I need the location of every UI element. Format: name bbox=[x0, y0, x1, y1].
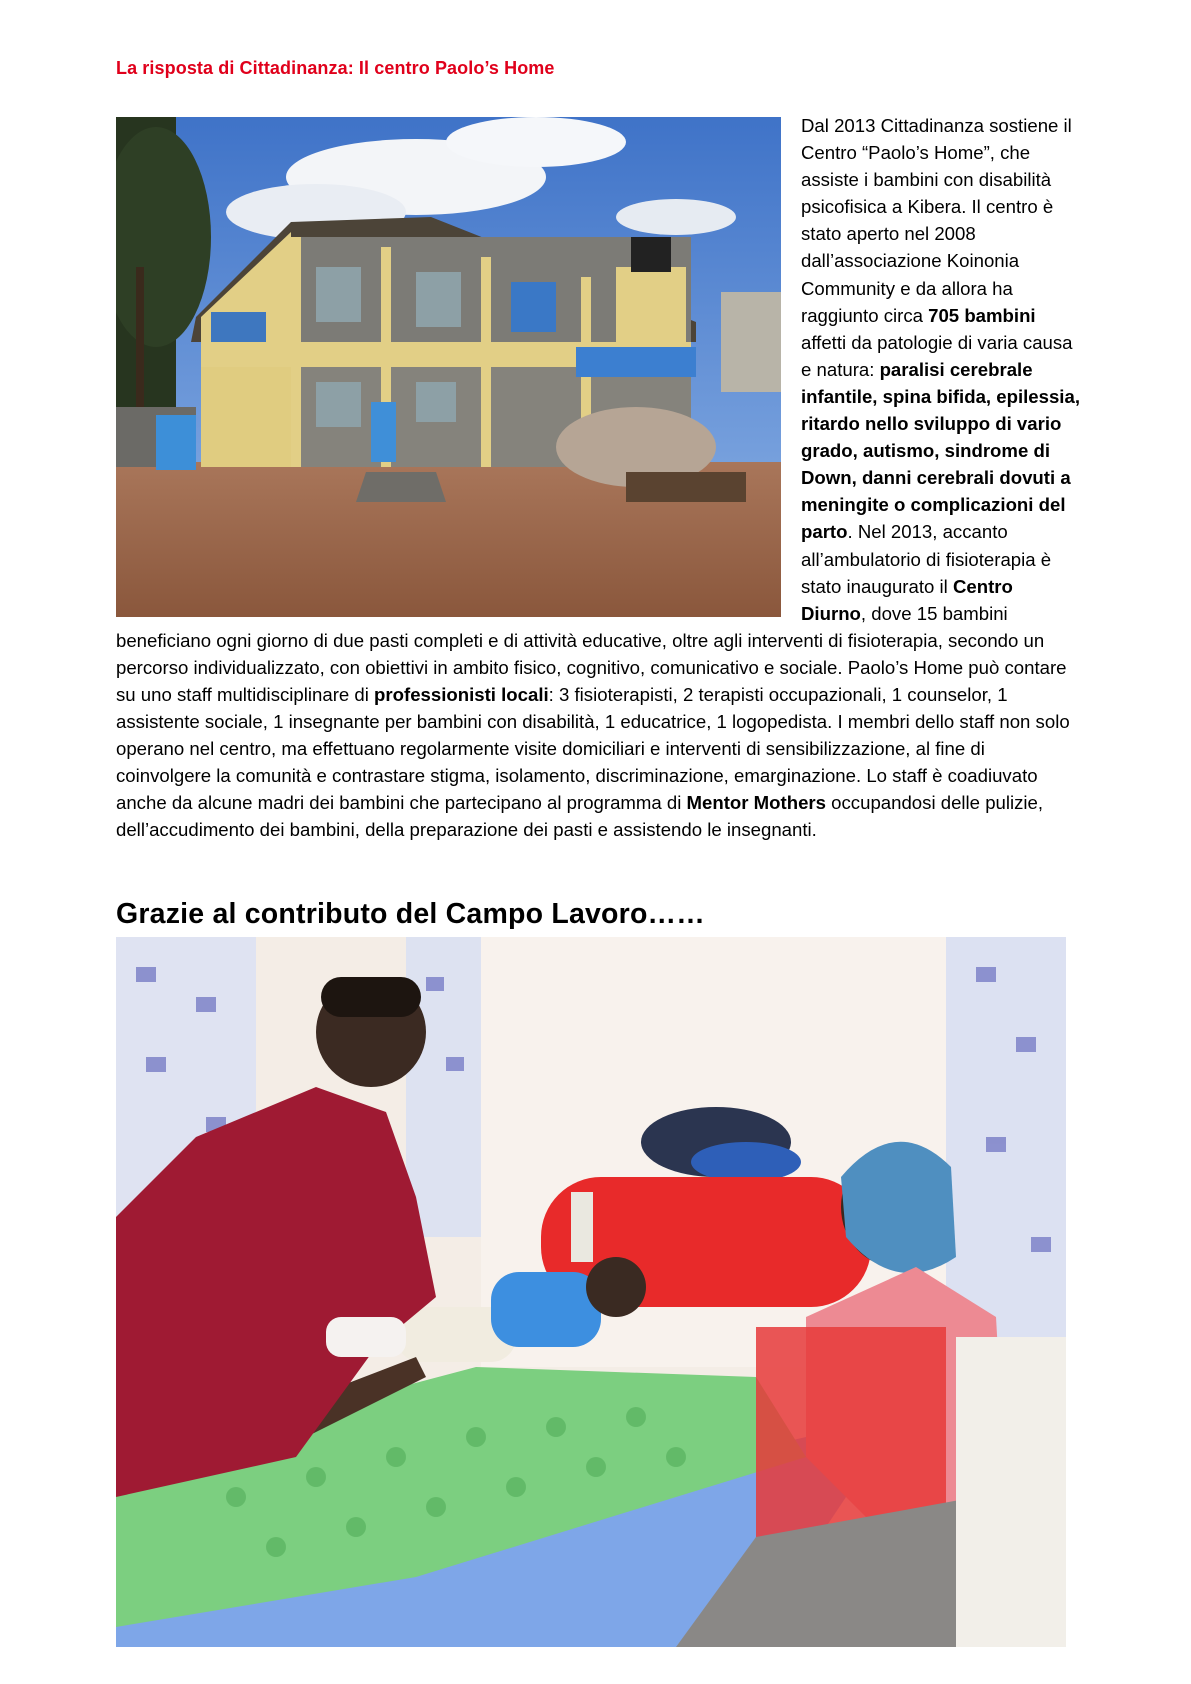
article-bold-segment: Mentor Mothers bbox=[686, 792, 826, 814]
article-text-segment: . Nel 2013, accanto all’ambulatorio di fisioterapia è stato inaugurato il bbox=[801, 521, 1052, 597]
therapy-photo bbox=[116, 937, 1066, 1647]
section-heading: La risposta di Cittadinanza: Il centro Paolo’s Home bbox=[116, 58, 555, 78]
article-text-segment: : 3 fisioterapisti, 2 terapisti occupazionali, 1 counselor, 1 assistente sociale, 1 insegnante per bambini con disabilità, 1 educatrice, 1 logopedista. I membri dello staff non solo operano nel centro, ma effettuano regolarmente visite domiciliari e interventi di sensibilizzazione, al fine di coinvolgere la comunità e contrastare stigma, isolamento, discriminazione, emarginazione. Lo staff è coadiuvato anche da alcune madri dei bambini che partecipano al programma di bbox=[116, 683, 1070, 814]
photo-float-spacer bbox=[116, 112, 801, 622]
article-text-segment: affetti da patologie di varia causa e natura: bbox=[801, 331, 1073, 380]
article-text bbox=[116, 112, 1081, 844]
article-bold-segment: Centro Diurno bbox=[801, 575, 1013, 624]
article-bold-segment: 705 bambini bbox=[928, 304, 1036, 326]
article-text-segment: Dal 2013 Cittadinanza sostiene il Centro “Paolo’s Home”, che assiste i bambini con disabilità psicofisica a Kibera. Il centro è stato aperto nel 2008 dall’associazione Koinonia Community e da allora ha raggiunto circa bbox=[801, 115, 1072, 326]
article-text-segment: , dove 15 bambini beneficiano ogni giorno di due pasti completi e di attività educative, oltre agli interventi di fisioterapia, secondo un percorso individualizzato, con obiettivi in ambito fisico, cognitivo, comunicativo e sociale. Paolo’s Home può contare su uno staff multidisciplinare di bbox=[116, 602, 1067, 705]
article-text-segment: occupandosi delle pulizie, dell’accudimento dei bambini, della preparazione dei pasti e assistendo le insegnanti. bbox=[116, 792, 1044, 841]
article-bold-segment: paralisi cerebrale infantile, spina bifida, epilessia, ritardo nello sviluppo di vario grado, autismo, sindrome di Down, danni cerebrali dovuti a meningite o complicazioni del parto bbox=[801, 358, 1080, 543]
subheading: Grazie al contributo del Campo Lavoro…… bbox=[116, 898, 705, 930]
article-bold-segment: professionisti locali bbox=[374, 683, 549, 705]
